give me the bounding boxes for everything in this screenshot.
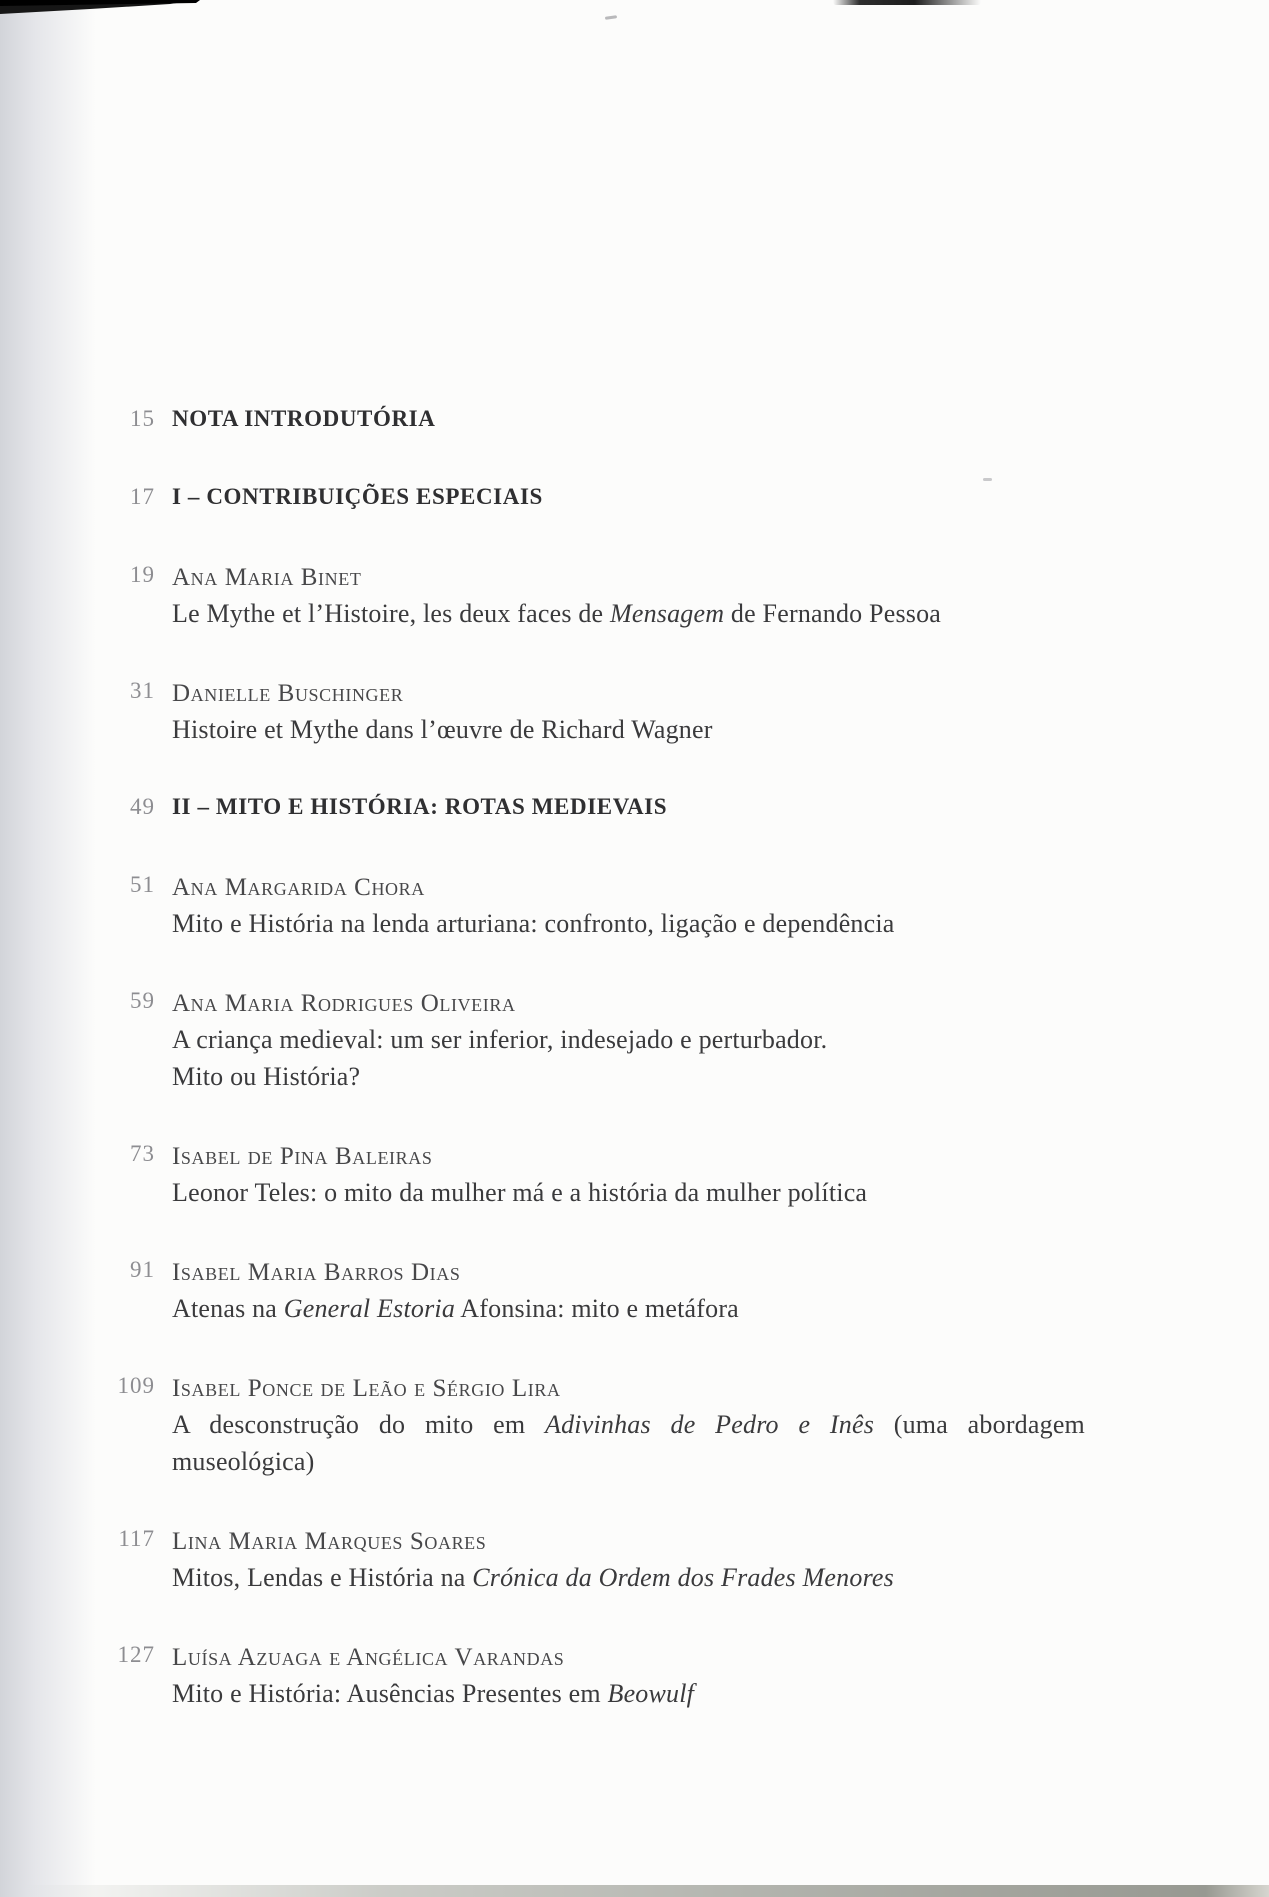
toc-entry	[130, 870, 1085, 942]
toc-title-segment: (uma abordagem	[874, 1410, 1085, 1439]
toc-page-number: 73	[130, 1141, 155, 1166]
toc-title-segment: Mito e História na lenda arturiana: confronto, ligação e dependência	[172, 909, 895, 938]
toc-entry	[130, 676, 1085, 748]
toc-entry	[117, 1640, 1085, 1712]
toc-title-segment: Mitos, Lendas e História na	[172, 1563, 473, 1592]
toc-title-segment: Afonsina: mito e metáfora	[455, 1294, 739, 1323]
toc-title-segment: Mito e História: Ausências Presentes em	[172, 1679, 608, 1708]
toc-page-number: 31	[130, 678, 155, 703]
toc-entry	[130, 1255, 1085, 1327]
toc-entry-body	[172, 1371, 1085, 1480]
toc-title-segment: A desconstrução do mito em	[172, 1410, 546, 1439]
toc-entry-body	[172, 792, 1085, 822]
toc-title-line	[172, 1559, 1085, 1596]
toc-entry	[130, 404, 1085, 434]
toc-title-line	[172, 1174, 1085, 1211]
toc-entry	[118, 1524, 1085, 1596]
toc-entry-body	[172, 1524, 1085, 1596]
toc-entry-body	[172, 676, 1085, 748]
toc-title-segment-italic: Mensagem	[609, 599, 725, 628]
toc-entry-body	[172, 870, 1085, 942]
toc-title-line	[172, 1021, 1085, 1058]
toc-page-number: 117	[118, 1526, 155, 1551]
toc-title-line	[172, 1290, 1085, 1327]
scan-artifact-bottom-edge	[0, 1885, 1269, 1897]
toc-entry	[130, 482, 1085, 512]
toc-entry	[117, 1371, 1085, 1480]
toc-page-number: 49	[130, 794, 155, 819]
toc-author: Ana Maria Binet	[172, 564, 362, 591]
toc-entry	[130, 792, 1085, 822]
toc-title-line	[172, 1443, 1085, 1480]
toc-page-number: 91	[130, 1257, 155, 1282]
toc-title-segment: Leonor Teles: o mito da mulher má e a história da mulher política	[172, 1178, 868, 1207]
toc-author: Ana Margarida Chora	[172, 874, 425, 901]
toc-entry-body	[172, 1139, 1085, 1211]
toc-entry-body	[172, 1640, 1085, 1712]
toc-title-segment: Mito ou História?	[172, 1062, 361, 1091]
toc-entry-body	[172, 986, 1085, 1095]
toc-author: Isabel Ponce de Leão e Sérgio Lira	[172, 1375, 561, 1402]
toc-entry-body	[172, 482, 1085, 512]
toc-entry	[130, 560, 1085, 632]
toc-entry-body	[172, 404, 1085, 434]
toc-section-heading: NOTA INTRODUTÓRIA	[172, 406, 436, 431]
toc-title-segment: de Fernando Pessoa	[724, 599, 942, 628]
toc-title-line	[172, 711, 1085, 748]
toc-title-line	[172, 1058, 1085, 1095]
toc-page-number: 51	[130, 872, 155, 897]
toc-author: Isabel de Pina Baleiras	[172, 1143, 433, 1170]
toc-page-number: 17	[130, 484, 155, 509]
toc-title-segment: Le Mythe et l’Histoire, les deux faces de	[172, 599, 610, 628]
toc-page-number: 127	[117, 1642, 155, 1667]
toc-title-segment-italic: Beowulf	[607, 1679, 695, 1708]
toc-section-heading: I – CONTRIBUIÇÕES ESPECIAIS	[172, 484, 543, 509]
toc-title-segment: Atenas na	[172, 1294, 284, 1323]
toc-entry	[130, 1139, 1085, 1211]
toc-page-number: 59	[130, 988, 155, 1013]
toc-page-number: 19	[130, 562, 155, 587]
toc-title-segment-italic: Crónica da Ordem dos Frades Menores	[472, 1563, 894, 1592]
toc-author: Ana Maria Rodrigues Oliveira	[172, 990, 516, 1017]
toc-title-line	[172, 905, 1085, 942]
toc-author: Danielle Buschinger	[172, 680, 404, 707]
toc-title-line	[172, 1406, 1085, 1443]
toc-title-segment-italic: General Estoria	[283, 1294, 456, 1323]
toc-author: Lina Maria Marques Soares	[172, 1528, 487, 1555]
toc-title-segment: A criança medieval: um ser inferior, indesejado e perturbador.	[172, 1025, 828, 1054]
toc-title-segment: museológica)	[172, 1447, 315, 1476]
toc-title-line	[172, 1675, 1085, 1712]
toc-author: Luísa Azuaga e Angélica Varandas	[172, 1644, 565, 1671]
toc-title-segment: Histoire et Mythe dans l’œuvre de Richard Wagner	[172, 715, 713, 744]
toc-entry	[130, 986, 1085, 1095]
toc-section-heading: II – MITO E HISTÓRIA: ROTAS MEDIEVAIS	[172, 794, 668, 819]
toc-title-line	[172, 595, 1085, 632]
toc-title-segment-italic: Adivinhas de Pedro e Inês	[545, 1410, 875, 1439]
toc-entry-body	[172, 560, 1085, 632]
toc-author: Isabel Maria Barros Dias	[172, 1259, 461, 1286]
toc-page-number: 109	[117, 1373, 155, 1398]
toc-page-number: 15	[130, 406, 155, 431]
toc-entry-body	[172, 1255, 1085, 1327]
